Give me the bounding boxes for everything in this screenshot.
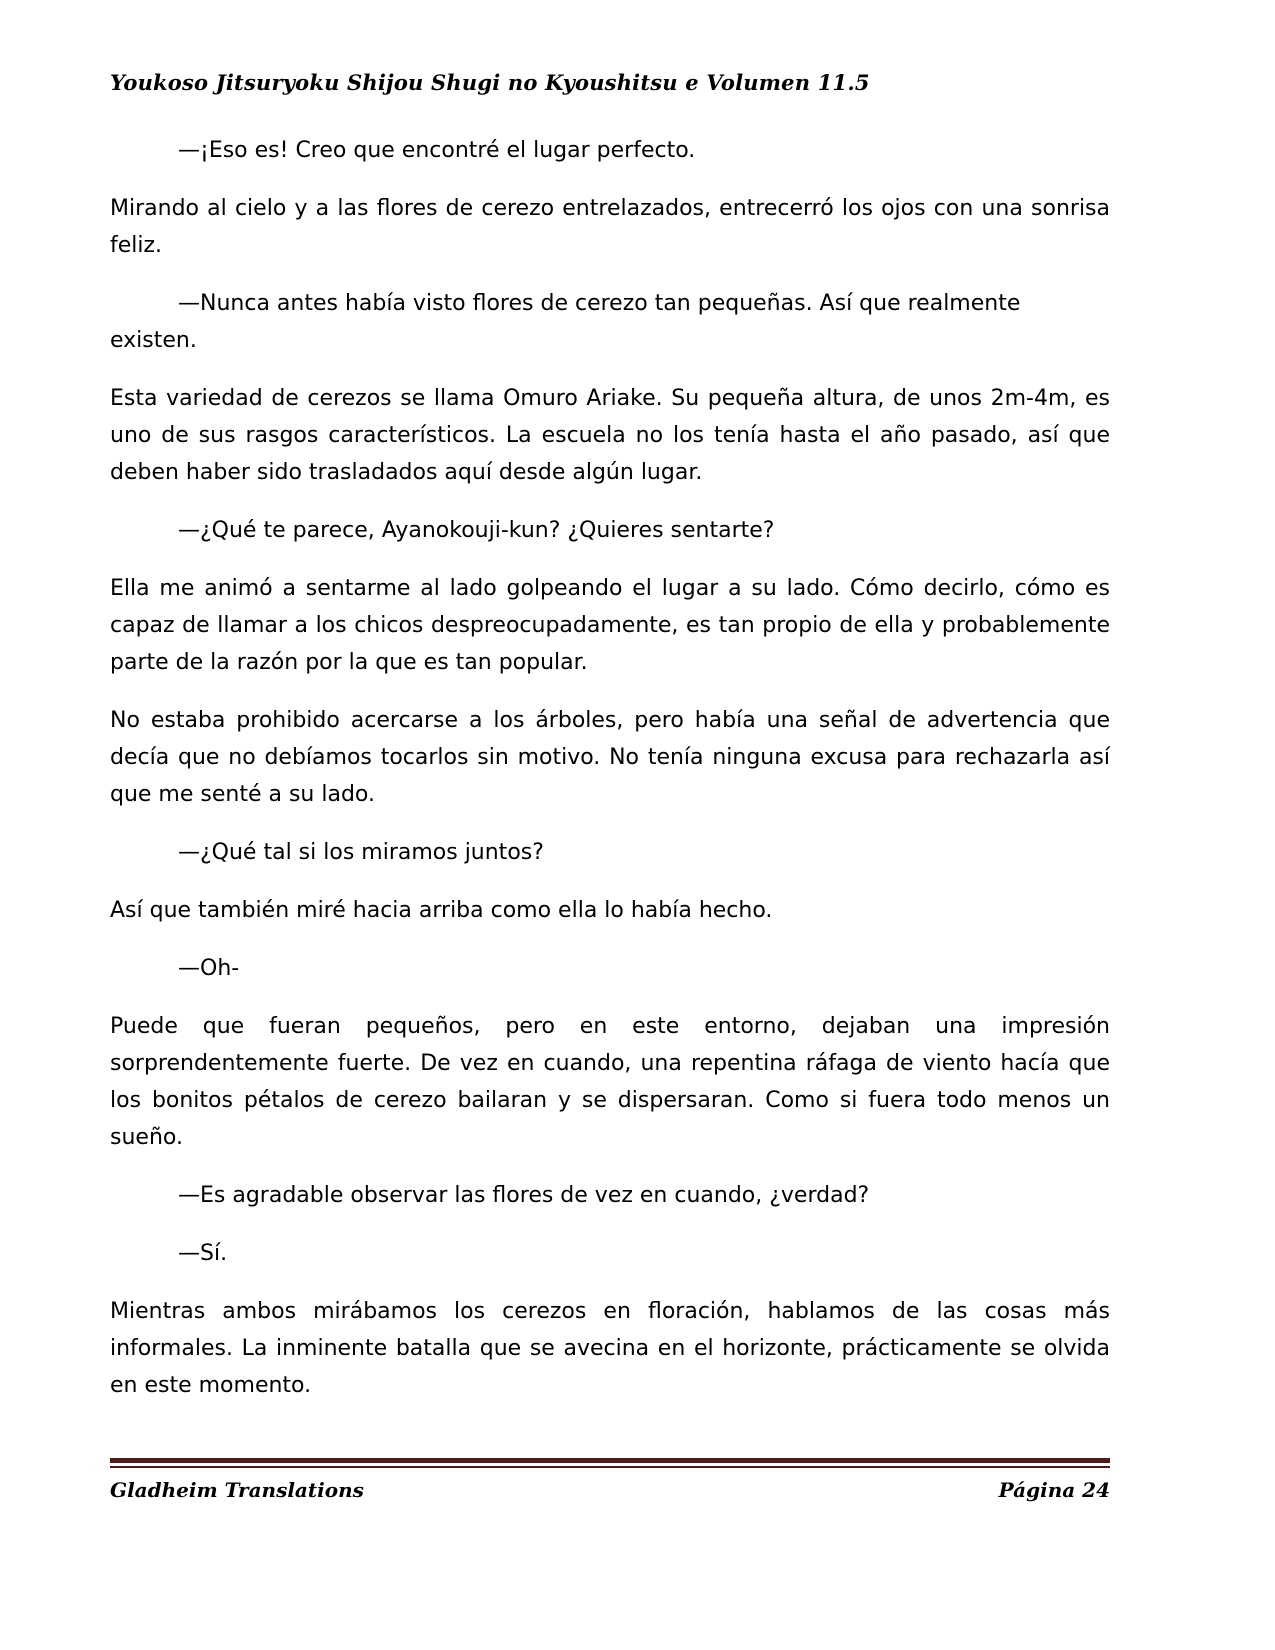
paragraph-dialogue: —¡Eso es! Creo que encontré el lugar perfecto. — [178, 138, 696, 163]
paragraph-dialogue: —Sí. — [178, 1241, 228, 1266]
paragraph-dialogue: —Nunca antes había visto flores de cerezo tan pequeñas. Así que realmente existen. — [110, 291, 1021, 353]
page-body — [110, 132, 1110, 1425]
paragraph-narration: Ella me animó a sentarme al lado golpeando el lugar a su lado. Cómo decirlo, cómo es capaz de llamar a los chicos despreocupadamente, es tan propio de ella y probablemente parte de la razón por la que es tan popular. — [110, 576, 1110, 675]
paragraph-narration: Así que también miré hacia arriba como ella lo había hecho. — [110, 898, 773, 923]
footer-row — [110, 1478, 1110, 1502]
page-header-title: Youkoso Jitsuryoku Shijou Shugi no Kyoushitsu e Volumen 11.5 — [110, 70, 870, 95]
paragraph-narration: Esta variedad de cerezos se llama Omuro Ariake. Su pequeña altura, de unos 2m-4m, es uno de sus rasgos característicos. La escuela no los tenía hasta el año pasado, así que deben haber sido trasladados aquí desde algún lugar. — [110, 386, 1110, 485]
paragraph-narration: No estaba prohibido acercarse a los árboles, pero había una señal de advertencia que decía que no debíamos tocarlos sin motivo. No tenía ninguna excusa para rechazarla así que me senté a su lado. — [110, 708, 1110, 807]
paragraph-dialogue: —¿Qué tal si los miramos juntos? — [178, 840, 544, 865]
paragraph-dialogue: —Oh- — [178, 956, 240, 981]
paragraph-narration: Mirando al cielo y a las flores de cerezo entrelazados, entrecerró los ojos con una sonrisa feliz. — [110, 196, 1110, 258]
paragraph-dialogue: —Es agradable observar las flores de vez en cuando, ¿verdad? — [178, 1183, 870, 1208]
paragraph-narration: Puede que fueran pequeños, pero en este entorno, dejaban una impresión sorprendentemente fuerte. De vez en cuando, una repentina ráfaga de viento hacía que los bonitos pétalos de cerezo bailaran y se dispersaran. Como si fuera todo menos un sueño. — [110, 1014, 1110, 1150]
footer-page-number: Página 24 — [998, 1478, 1110, 1502]
page-header — [110, 70, 1110, 95]
footer-rule — [110, 1458, 1110, 1468]
footer-translator-credit: Gladheim Translations — [110, 1478, 364, 1502]
paragraph-dialogue: —¿Qué te parece, Ayanokouji-kun? ¿Quieres sentarte? — [178, 518, 775, 543]
paragraph-narration: Mientras ambos mirábamos los cerezos en floración, hablamos de las cosas más informales. La inminente batalla que se avecina en el horizonte, prácticamente se olvida en este momento. — [110, 1299, 1110, 1398]
page-footer — [110, 1458, 1110, 1502]
